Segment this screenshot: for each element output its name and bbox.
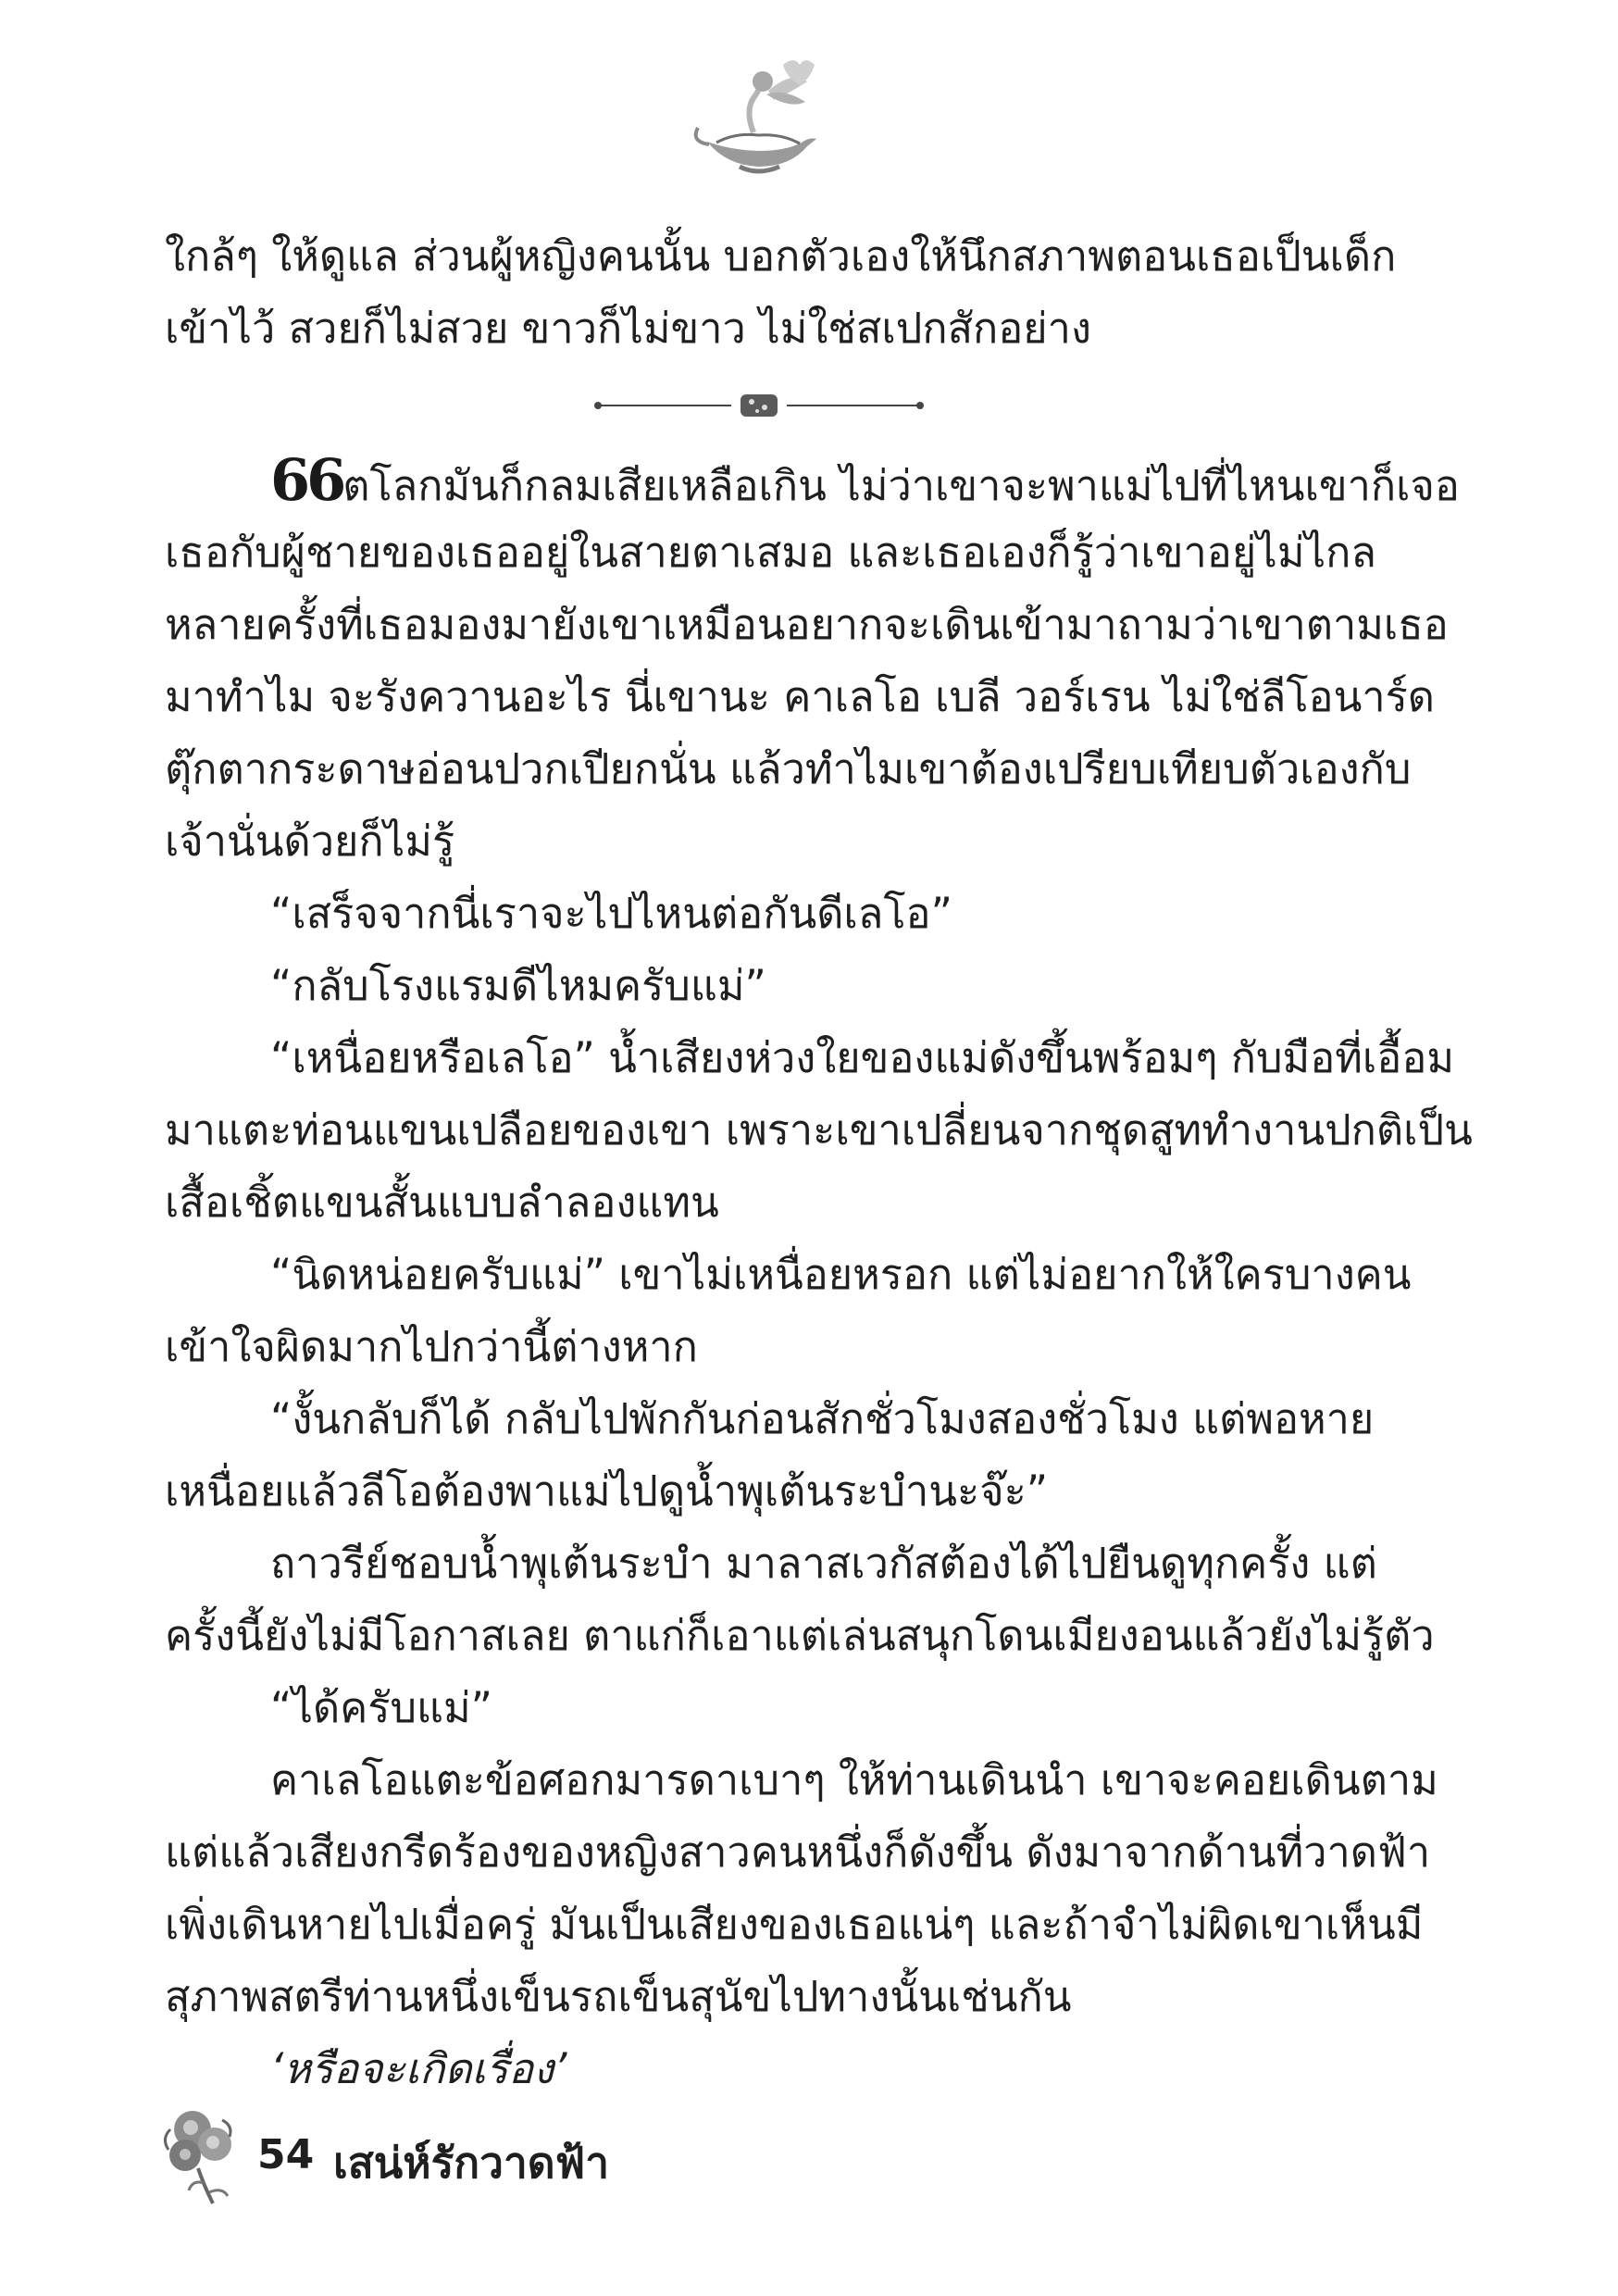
page-footer: [157, 2102, 990, 2213]
text-line: “เหนื่อยหรือเลโอ” น้ำเสียงห่วงใยของแม่ดังขึ้นพร้อมๆ กับมือที่เอื้อม: [270, 1033, 1455, 1082]
text-line: เหนื่อยแล้วลีโอต้องพาแม่ไปดูน้ำพุเต้นระบำนะจ๊ะ”: [165, 1466, 1049, 1516]
flower-ornament-icon: [157, 2102, 250, 2208]
text-line: ใกล้ๆ ให้ดูแล ส่วนผู้หญิงคนนั้น บอกตัวเองให้นึกสภาพตอนเธอเป็นเด็ก: [165, 231, 1397, 281]
main-body-text: [165, 444, 1473, 2105]
text-line: “ได้ครับแม่”: [270, 1683, 492, 1732]
section-divider-ornament: [592, 387, 926, 424]
genie-lamp-ornament-icon: [689, 54, 828, 183]
text-line: “กลับโรงแรมดีไหมครับแม่”: [270, 961, 766, 1010]
text-line-italic-thought: ‘หรือจะเกิดเรื่อง’: [270, 2044, 567, 2093]
text-line: “เสร็จจากนี่เราจะไปไหนต่อกันดีเลโอ”: [270, 889, 952, 938]
text-line: “นิดหน่อยครับแม่” เขาไม่เหนื่อยหรอก แต่ไม่อยากให้ใครบางคน: [270, 1250, 1412, 1299]
text-line: เข้าไว้ สวยก็ไม่สวย ขาวก็ไม่ขาว ไม่ใช่สเปกสักอย่าง: [165, 304, 1091, 353]
text-line: ถาวรีย์ชอบน้ำพุเต้นระบำ มาลาสเวกัสต้องได้ไปยืนดูทุกครั้ง แต่: [270, 1539, 1377, 1588]
text-line: มาแตะท่อนแขนเปลือยของเขา เพราะเขาเปลี่ยนจากชุดสูททำงานปกติเป็น: [165, 1105, 1473, 1154]
text-line: เข้าใจผิดมากไปกว่านี้ต่างหาก: [165, 1322, 698, 1371]
text-line: หลายครั้งที่เธอมองมายังเขาเหมือนอยากจะเดินเข้ามาถามว่าเขาตามเธอ: [165, 600, 1449, 649]
text-line: คาเลโอแตะข้อศอกมารดาเบาๆ ให้ท่านเดินนำ เขาจะคอยเดินตาม: [270, 1755, 1438, 1804]
opening-quote-mark: 66: [270, 446, 343, 514]
text-line: ครั้งนี้ยังไม่มีโอกาสเลย ตาแก่ก็เอาแต่เล่นสนุกโดนเมียงอนแล้วยังไม่รู้ตัว: [165, 1611, 1435, 1660]
intro-paragraph: [165, 220, 1442, 365]
text-line: มาทำไม จะรังควานอะไร นี่เขานะ คาเลโอ เบลี วอร์เรน ไม่ใช่ลีโอนาร์ด: [165, 672, 1435, 721]
text-line: ตุ๊กตากระดาษอ่อนปวกเปียกนั่น แล้วทำไมเขาต้องเปรียบเทียบตัวเองกับ: [165, 744, 1412, 793]
text-line: เพิ่งเดินหายไปเมื่อครู่ มันเป็นเสียงของเธอแน่ๆ และถ้าจำไม่ผิดเขาเห็นมี: [165, 1900, 1424, 1949]
text-line: เธอกับผู้ชายของเธออยู่ในสายตาเสมอ และเธอเองก็รู้ว่าเขาอยู่ไม่ไกล: [165, 528, 1376, 577]
text-line: เจ้านั่นด้วยก็ไม่รู้: [165, 817, 455, 866]
book-title: เสน่ห์รักวาดฟ้า: [333, 2138, 610, 2188]
text-line: เสื้อเชิ้ตแขนสั้นแบบลำลองแทน: [165, 1178, 719, 1227]
text-line-first: 66ตโลกมันก็กลมเสียเหลือเกิน ไม่ว่าเขาจะพาแม่ไปที่ไหนเขาก็เจอ: [270, 446, 1460, 514]
text-line: สุภาพสตรีท่านหนึ่งเข็นรถเข็นสุนัขไปทางนั้นเช่นกัน: [165, 1972, 1072, 2021]
page-number: 54: [257, 2131, 315, 2178]
text-line: แต่แล้วเสียงกรีดร้องของหญิงสาวคนหนึ่งก็ดังขึ้น ดังมาจากด้านที่วาดฟ้า: [165, 1828, 1431, 1877]
text-line: “งั้นกลับก็ได้ กลับไปพักกันก่อนสักชั่วโมงสองชั่วโมง แต่พอหาย: [270, 1394, 1375, 1443]
